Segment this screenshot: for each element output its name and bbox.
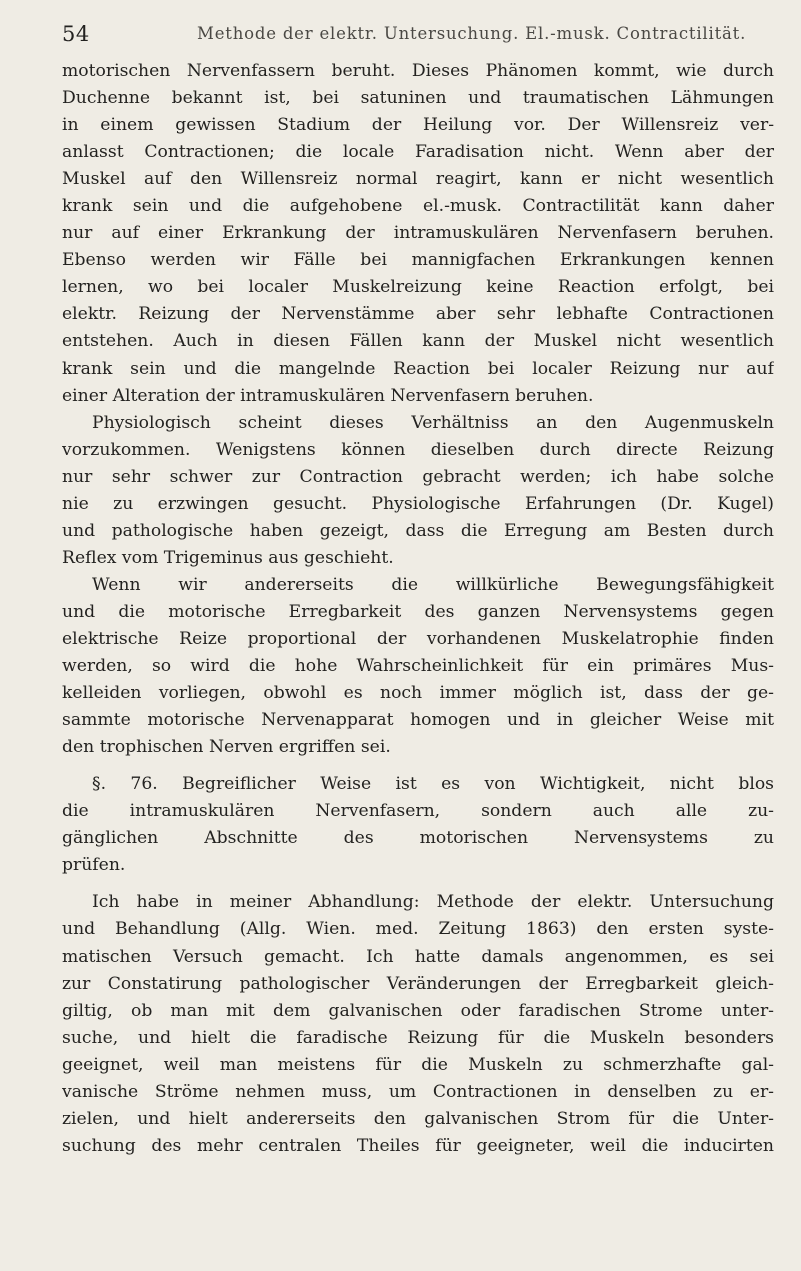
- text-line: giltig, ob man mit dem galvanischen oder faradischen Strome unter-: [62, 1000, 774, 1021]
- text-line: Ebenso werden wir Fälle bei mannigfachen Erkrankungen kennen: [62, 250, 774, 271]
- text-line: geeignet, weil man meistens für die Muskeln zu schmerzhafte gal-: [62, 1054, 774, 1075]
- text-line: nur auf einer Erkrankung der intramuskulären Nervenfasern beruhen.: [62, 223, 774, 244]
- text-line: sammte motorische Nervenapparat homogen und in gleicher Weise mit: [62, 710, 774, 731]
- text-line: Wenn wir andererseits die willkürliche Bewegungsfähigkeit: [92, 574, 774, 595]
- text-line: kelleiden vorliegen, obwohl es noch immer möglich ist, dass der ge-: [62, 683, 774, 704]
- text-line: nur sehr schwer zur Contraction gebracht werden; ich habe solche: [62, 466, 774, 487]
- text-line: zielen, und hielt andererseits den galvanischen Strom für die Unter-: [62, 1108, 774, 1129]
- text-line: vorzukommen. Wenigstens können dieselben durch directe Reizung: [62, 439, 774, 460]
- text-line: suchung des mehr centralen Theiles für geeigneter, weil die inducirten: [62, 1135, 774, 1156]
- text-line: und pathologische haben gezeigt, dass die Erregung am Besten durch: [62, 520, 774, 541]
- page-header: [62, 22, 762, 50]
- text-line: elektr. Reizung der Nervenstämme aber sehr lebhafte Contractionen: [62, 304, 774, 325]
- text-line: die intramuskulären Nervenfasern, sondern auch alle zu-: [62, 801, 774, 822]
- text-line: Physiologisch scheint dieses Verhältniss an den Augenmuskeln: [92, 412, 774, 433]
- text-line: werden, so wird die hohe Wahrscheinlichkeit für ein primäres Mus-: [62, 656, 774, 677]
- text-line: lernen, wo bei localer Muskelreizung keine Reaction erfolgt, bei: [62, 277, 774, 298]
- text-line: einer Alteration der intramuskulären Nervenfasern beruhen.: [62, 385, 594, 406]
- body-text: [62, 58, 774, 1160]
- running-head: Methode der elektr. Untersuchung. El.-musk. Contractilität.: [197, 24, 747, 43]
- text-line: elektrische Reize proportional der vorhandenen Muskelatrophie finden: [62, 628, 774, 649]
- text-line: entstehen. Auch in diesen Fällen kann der Muskel nicht wesentlich: [62, 331, 774, 352]
- text-line: krank sein und die aufgehobene el.-musk. Contractilität kann daher: [62, 196, 774, 217]
- text-line: zur Constatirung pathologischer Veränderungen der Erregbarkeit gleich-: [62, 973, 774, 994]
- text-line: den trophischen Nerven ergriffen sei.: [62, 737, 391, 758]
- page-number: 54: [62, 22, 90, 46]
- text-line: krank sein und die mangelnde Reaction bei localer Reizung nur auf: [62, 358, 774, 379]
- text-line: Ich habe in meiner Abhandlung: Methode der elektr. Untersuchung: [92, 892, 774, 913]
- text-line: Reflex vom Trigeminus aus geschieht.: [62, 547, 394, 568]
- text-line: und die motorische Erregbarkeit des ganzen Nervensystems gegen: [62, 601, 774, 622]
- text-line: Muskel auf den Willensreiz normal reagirt, kann er nicht wesentlich: [62, 169, 774, 190]
- text-line: suche, und hielt die faradische Reizung für die Muskeln besonders: [62, 1027, 774, 1048]
- text-line: prüfen.: [62, 855, 126, 876]
- text-line: matischen Versuch gemacht. Ich hatte damals angenommen, es sei: [62, 946, 774, 967]
- paragraph-gap: [62, 879, 774, 889]
- text-line: vanische Ströme nehmen muss, um Contractionen in denselben zu er-: [62, 1081, 774, 1102]
- text-line: nie zu erzwingen gesucht. Physiologische Erfahrungen (Dr. Kugel): [62, 493, 774, 514]
- text-line: in einem gewissen Stadium der Heilung vor. Der Willensreiz ver-: [62, 115, 774, 136]
- text-line: anlasst Contractionen; die locale Faradisation nicht. Wenn aber der: [62, 142, 774, 163]
- text-line: §. 76. Begreiflicher Weise ist es von Wichtigkeit, nicht blos: [92, 774, 774, 795]
- text-line: gänglichen Abschnitte des motorischen Nervensystems zu: [62, 828, 774, 849]
- text-line: und Behandlung (Allg. Wien. med. Zeitung 1863) den ersten syste-: [62, 919, 774, 940]
- paragraph-gap: [62, 761, 774, 771]
- text-line: motorischen Nervenfassern beruht. Dieses Phänomen kommt, wie durch: [62, 61, 774, 81]
- text-line: Duchenne bekannt ist, bei satuninen und traumatischen Lähmungen: [62, 88, 774, 109]
